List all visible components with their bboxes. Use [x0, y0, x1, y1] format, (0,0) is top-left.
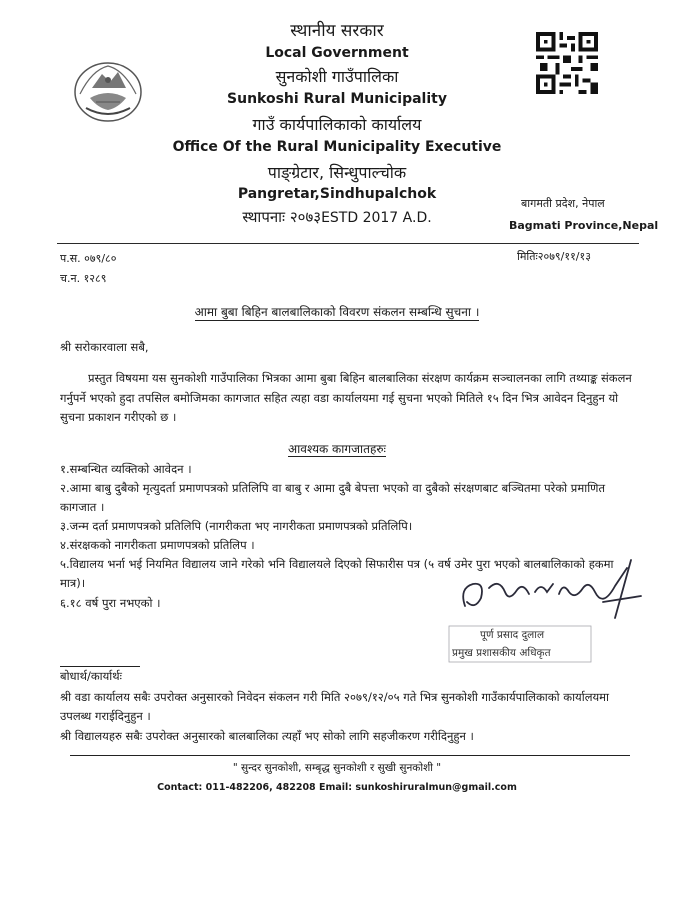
body-paragraph: प्रस्तुत विषयमा यस सुनकोशी गाउँपालिका भित्रका आमा बुबा बिहिन बालबालिका संरक्षण कार्यक्रम सञ्चालनका लागि तथ्याङ्क संकलन गर्नुपर्ने भएको हुदा तपसिल बमोजिमका कागजात सहित त्यहा वडा कार्यालयमा गई सुचना भएको मितिले १५ दिन भित्र आवेदन दिनुहुन यो सुचना प्रकाशन गरीएको छ ।	[60, 371, 632, 424]
list-item: ३.जन्म दर्ता प्रमाणपत्रको प्रतिलिपि (नागरीकता भए नागरीकता प्रमाणपत्रको प्रतिलिपि।	[60, 519, 413, 533]
municipality-name-np: सुनकोशी गाउँपालिका	[275, 67, 399, 86]
list-item: ५.विद्यालय भर्ना भई नियमित विद्यालय जाने गरेको भनि विद्यालयले दिएको सिफारीस पत्र (५ वर्ष उमेर पुरा भएको बालबालिकाको हकमा मात्र)।	[60, 557, 614, 590]
salutation: श्री सरोकारवाला सबै,	[60, 340, 149, 354]
header-divider	[57, 243, 639, 244]
footer-divider	[70, 755, 630, 756]
established-label: स्थापनाः	[242, 208, 286, 226]
list-item: ४.संरक्षकको नागरीकता प्रमाणपत्रको प्रतिलिप ।	[60, 538, 255, 552]
cc-heading: बोधार्थ/कार्यार्थः	[60, 669, 122, 683]
office-address-en: Pangretar,Sindhupalchok	[237, 186, 437, 202]
footer-slogan: " सुन्दर सुनकोशी, सम्बृद्ध सुनकोशी र सुखी सुनकोशी "	[232, 762, 442, 774]
dispatch-number: च.न. १२८९	[60, 272, 107, 285]
local-government-np: स्थानीय सरकार	[290, 21, 384, 41]
letter-number: प.स. ०७९/८०	[60, 252, 117, 265]
office-address-np: पाङ्ग्रेटार, सिन्धुपाल्चोक	[267, 163, 407, 182]
notice-subject: आमा बुबा बिहिन बालबालिकाको विवरण संकलन सम्बन्धि सुचना ।	[194, 305, 480, 319]
office-name-en: Office Of the Rural Municipality Executive	[172, 139, 502, 155]
signatory-title: प्रमुख प्रशासकीय अधिकृत	[452, 647, 551, 659]
documents-heading: आवश्यक कागजातहरुः	[288, 442, 386, 456]
province-np: बागमती प्रदेश, नेपाल	[521, 197, 605, 210]
cc-item-schools: श्री विद्यालयहरु सबैः उपरोक्त अनुसारको बालबालिका त्यहाँ भए सोको लागि सहजीकरण गरीदिनुहुन ।	[60, 729, 474, 743]
signatory-name: पूर्ण प्रसाद दुलाल	[480, 629, 545, 641]
list-item: १.सम्बन्धित व्यक्तिको आवेदन ।	[60, 462, 192, 476]
office-name-np: गाउँ कार्यपालिकाको कार्यालय	[252, 115, 422, 134]
letter-date: मितिः२०७९/११/१३	[517, 250, 591, 263]
list-item: २.आमा बाबु दुबैको मृत्युदर्ता प्रमाणपत्रको प्रतिलिपि वा बाबु र आमा दुबै बेपत्ता भएको वा दुबैको संरक्षणबाट बञ्चितमा परेको प्रमाणित कागजात ।	[60, 481, 606, 514]
local-government-en: Local Government	[265, 45, 409, 61]
cc-item-wards: श्री वडा कार्यालय सबैः उपरोक्त अनुसारको निवेदन संकलन गरी मिति २०७९/१२/०५ गते भित्र सुनकोशी गाउँकार्यपालिकाको कार्यालयमा उपलब्ध गराईदिनुहुन ।	[60, 690, 610, 723]
list-item: ६.१८ वर्ष पुरा नभएको ।	[60, 596, 161, 610]
municipality-name-en: Sunkoshi Rural Municipality	[227, 91, 447, 107]
established-year-np: २०७३	[289, 208, 322, 226]
footer-contact: Contact: 011-482206, 482208 Email: sunkoshiruralmun@gmail.com	[157, 782, 517, 793]
province-en: Bagmati Province,Nepal	[509, 219, 659, 232]
cc-divider	[60, 666, 140, 667]
established-en: ESTD 2017 A.D.	[321, 210, 432, 226]
